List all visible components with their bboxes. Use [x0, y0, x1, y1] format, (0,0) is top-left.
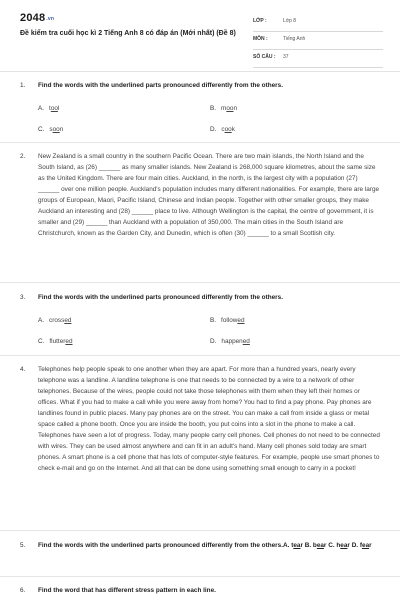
option-underlined: ea: [362, 542, 370, 549]
logo-text: 2048: [20, 12, 46, 24]
option-text: follow: [221, 317, 238, 324]
option-label: A.: [283, 542, 290, 549]
question-4: [20, 364, 380, 524]
question-number: 5.: [20, 542, 26, 549]
question-number: 3.: [20, 294, 26, 301]
meta-row-subject: [253, 32, 383, 50]
option-underlined: ea: [316, 542, 324, 549]
option-a[interactable]: [38, 315, 71, 326]
option-text: s: [49, 126, 53, 133]
inline-option-b[interactable]: [305, 542, 327, 549]
option-d[interactable]: [210, 336, 250, 347]
option-label: C.: [38, 338, 45, 345]
option-label: C.: [328, 542, 335, 549]
option-underlined: ed: [64, 317, 72, 324]
option-underlined: ed: [65, 338, 73, 345]
option-text: l: [57, 105, 60, 112]
question-divider: [0, 282, 400, 283]
option-text: r: [323, 542, 327, 549]
meta-key-subject: MÔN :: [253, 36, 268, 42]
question-6: [20, 585, 380, 597]
exam-meta-table: [253, 14, 383, 68]
option-text: b: [312, 542, 317, 549]
inline-option-a[interactable]: [283, 542, 303, 549]
option-text: n: [59, 126, 64, 133]
question-divider: [0, 530, 400, 531]
question-stem: Find the words with the underlined parts pronounced differently from the others.: [38, 542, 283, 549]
option-label: D.: [210, 126, 217, 133]
question-text: Find the words with the underlined parts pronounced differently from the others.: [38, 82, 283, 89]
exam-title: Đề kiểm tra cuối học kì 2 Tiếng Anh 8 có đáp án (Mới nhất) (Đề 8): [20, 30, 236, 37]
option-underlined: oo: [224, 126, 232, 133]
question-text: Find the words with the underlined parts pronounced differently from the others.: [38, 294, 283, 301]
option-text: r: [369, 542, 372, 549]
question-divider: [0, 355, 400, 356]
question-number: 1.: [20, 82, 26, 89]
option-label: B.: [304, 542, 312, 549]
inline-option-d[interactable]: [352, 542, 372, 549]
option-a[interactable]: [38, 103, 59, 114]
option-b[interactable]: [210, 103, 237, 114]
option-text: r: [347, 542, 350, 549]
option-label: A.: [38, 317, 45, 324]
question-text: [38, 540, 380, 551]
option-underlined: ea: [293, 542, 301, 549]
question-3: [20, 292, 380, 352]
option-text: n: [233, 105, 238, 112]
option-label: D.: [351, 542, 359, 549]
option-c[interactable]: [38, 124, 63, 135]
question-5: [20, 540, 380, 564]
question-number: 6.: [20, 587, 26, 594]
option-d[interactable]: [210, 124, 235, 135]
meta-value-class: Lớp 8: [283, 18, 297, 24]
inline-option-c[interactable]: [328, 542, 350, 549]
option-underlined: oo: [226, 105, 234, 112]
meta-key-class: LỚP :: [253, 18, 267, 24]
question-text: Find the word that has different stress pattern in each line.: [38, 587, 216, 594]
header-divider: [0, 71, 400, 72]
option-label: D.: [210, 338, 217, 345]
option-text: flutter: [49, 338, 66, 345]
option-text: r: [300, 542, 303, 549]
meta-row-count: [253, 50, 383, 68]
option-text: h: [336, 542, 341, 549]
option-underlined: oo: [50, 105, 58, 112]
question-divider: [0, 142, 400, 143]
meta-value-count: 37: [283, 54, 289, 60]
meta-value-subject: Tiếng Anh: [283, 36, 306, 42]
reading-passage: Telephones help people speak to one another when they are apart. For more than a hundred years, nearly every telephone was a landline. A landline telephone is one that needs to be connected by a wire to a network of other telephones. Because of the wires, people could not take those telephones with them when they left their homes or offices. What if you had to make a call while you were away from home? You had to find a pay phone. Pay phones are landlines found in public places. Many pay phones are on the street. You can make a call from inside a glass or metal space called a phone booth. Once you are inside the booth, you put coins into a slot in the phone to make a call. Telephones have seen a lot of progress. Today, many people carry cell phones. Cell phones do not need to be connected with wires. They can be used almost anywhere and can fit in an adult's hand. Many cell phones sold today are smart phones. A smart phone is a cell phone that has lots of computer-style features. For example, people use smart phones to check e-mail and go on the Internet. And all that can be done using something small enough to carry in a pocket!: [38, 366, 380, 472]
option-c[interactable]: [38, 336, 73, 347]
option-text: happen: [221, 338, 243, 345]
logo-suffix: .vn: [46, 16, 55, 22]
option-underlined: ed: [242, 338, 250, 345]
option-underlined: oo: [52, 126, 60, 133]
option-text: c: [221, 126, 225, 133]
option-text: t: [49, 105, 51, 112]
question-number: 2.: [20, 153, 26, 160]
option-text: cross: [49, 317, 65, 324]
question-number: 4.: [20, 366, 26, 373]
meta-row-class: [253, 14, 383, 32]
question-1: [20, 80, 380, 140]
option-underlined: ea: [340, 542, 348, 549]
option-text: m: [221, 105, 227, 112]
option-label: B.: [210, 317, 217, 324]
option-text: k: [231, 126, 235, 133]
site-logo[interactable]: [20, 12, 54, 24]
option-text: t: [291, 542, 294, 549]
option-text: f: [359, 542, 363, 549]
question-2: [20, 151, 380, 276]
exam-header: [0, 0, 400, 66]
question-divider: [0, 576, 400, 577]
option-underlined: ed: [237, 317, 245, 324]
reading-passage: New Zealand is a small country in the southern Pacific Ocean. There are two main islands, the North Island and the South Island, as (26) ______ as many smaller islands. New Zealand is 268,000 square kilometres, about the same size as the United Kingdom. There are four main cities. Auckland, in the north, is the largest city with a population (27) ______ over one million people. Auckland's population includes many different nationalities. For example, there are large groups of European, Maori, Pacific Island, Chinese and Indian people. Together with other smaller groups, they make Auckland an interesting and (28) ______ place to live. Although Wellington is the capital, the centre of government, it is smaller and (29) ______ than Auckland with a population of 350,000. The main cities in the South Island are Christchurch, known as the Garden City, and Dunedin, which is often (30) ______ to a small Scottish city.: [38, 153, 380, 237]
option-label: C.: [38, 126, 45, 133]
meta-key-count: SỐ CÂU :: [253, 54, 276, 60]
option-label: B.: [210, 105, 217, 112]
option-b[interactable]: [210, 315, 245, 326]
option-label: A.: [38, 105, 45, 112]
